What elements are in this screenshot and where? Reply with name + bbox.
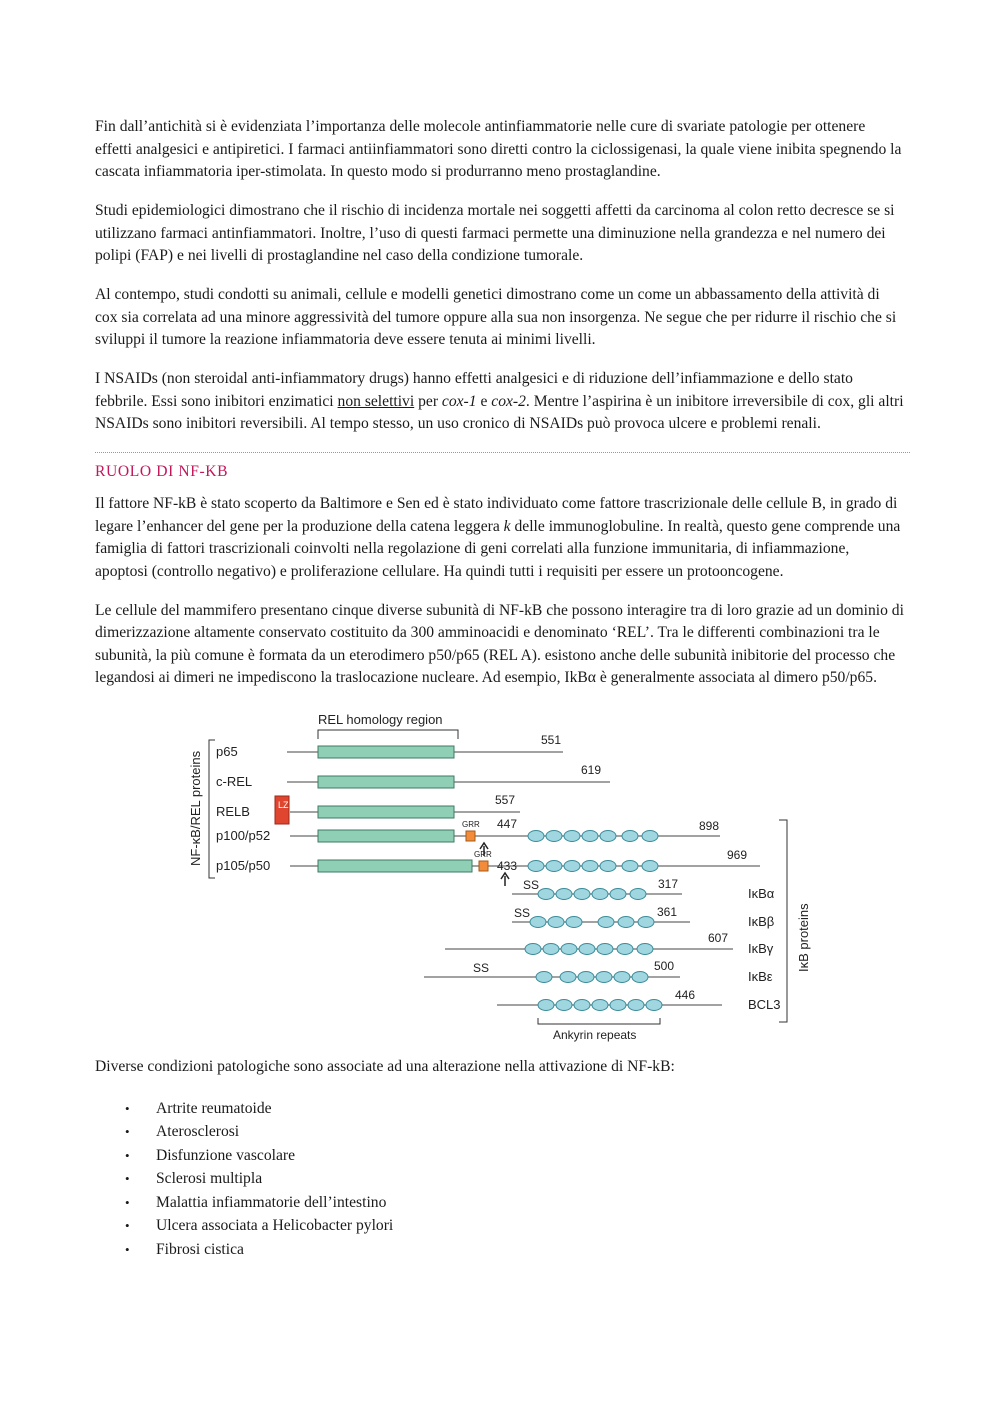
bullet-icon: • [125, 1124, 130, 1139]
bullet-icon: • [125, 1171, 130, 1186]
row-label-relb: RELB [216, 804, 250, 819]
row-label-p65: p65 [216, 744, 238, 759]
nsaids-text-c: e [476, 392, 492, 410]
rhd-domain-p105 [318, 860, 472, 872]
cleavage-p105: 433 [497, 859, 518, 873]
rhd-domain-c-rel [318, 776, 454, 788]
row-label-ikba: IκBα [748, 886, 775, 901]
row-label-p105: p105/p50 [216, 858, 271, 873]
nfkb-text-b: delle immunoglobuline. In realtà, questo gene comprende una famiglia di fattori trascrizionali coinvolti nella regolazione di geni correlati alla funzione immunitaria, di infiammazione, apoptosi (controllo negativo) e proliferazione cellulare. Ha quindi tutti i requisiti per essere un protooncogene. [95, 517, 901, 580]
list-item: • Artrite reumatoide [95, 1097, 905, 1121]
processing-arrow-p105 [501, 873, 509, 886]
ankyrin-bracket [538, 1018, 660, 1024]
list-item: • Ulcera associata a Helicobacter pylori [95, 1214, 905, 1238]
bullet-icon: • [125, 1241, 130, 1257]
ss-label-ikba: SS [523, 878, 540, 892]
cox2-text: cox-2 [491, 392, 526, 410]
kappa-chain-text: k [503, 517, 511, 535]
row-label-bcl3: BCL3 [748, 997, 781, 1012]
list-item: • Aterosclerosi [95, 1120, 905, 1144]
ankyrin-repeats-bcl3 [538, 1000, 662, 1011]
grr-domain-p100 [466, 831, 475, 841]
length-p100: 898 [699, 819, 720, 833]
ss-label-ikbb: SS [514, 906, 531, 920]
paragraph-intro: Fin dall’antichità si è evidenziata l’importanza delle molecole antinfiammatorie nelle cure di svariate patologie per ottenere effetti analgesici e antipiretici. I farmaci antiinfiammatori sono diretti contro la ciclossigenasi, la quale viene inibita spegnendo la cascata infiammatoria iper-stimolata. In questo modo si produrranno meno prostaglandine. [95, 118, 902, 180]
domain-diagram [0, 706, 1000, 1046]
list-item: • Disfunzione vascolare [95, 1144, 905, 1168]
bullet-icon: • [125, 1218, 130, 1233]
rel-group-label: NF-κB/REL proteins [188, 750, 203, 866]
length-c-rel: 619 [581, 763, 602, 777]
length-p65: 551 [541, 733, 562, 747]
paragraph-epidemiology: Studi epidemiologici dimostrano che il rischio di incidenza mortale nei soggetti affetti da carcinoma al colon retto decresce se si utilizzano farmaci antinfiammatori. Inoltre, l’uso di questi farmaci permette una diminuzione nella grandezza e nel numero dei polipi (FAP) e nei livelli di prostaglandine nel caso della condizione tumorale. [95, 202, 895, 264]
ikb-group-bracket [779, 820, 787, 1022]
rhd-domain-p65 [318, 746, 454, 758]
list-item: • Fibrosi cistica [95, 1238, 905, 1262]
bullet-icon: • [125, 1147, 130, 1163]
length-ikbg: 607 [708, 931, 729, 945]
row-label-ikbe: IκBε [748, 969, 773, 984]
rhd-domain-p100 [318, 830, 454, 842]
length-ikbe: 500 [654, 959, 675, 973]
rel-homology-label: REL homology region [318, 712, 443, 727]
row-label-p100: p100/p52 [216, 828, 271, 843]
list-item: • Malattia infiammatorie dell’intestino [95, 1191, 905, 1215]
paragraph-nsaids [95, 368, 905, 436]
ankyrin-repeats-p100 [528, 831, 658, 842]
grr-label-p100: GRR [462, 820, 480, 829]
ankyrin-repeats-p105 [528, 861, 658, 872]
list-item: • Sclerosi multipla [95, 1167, 905, 1191]
grr-label-p105: GRR [474, 850, 492, 859]
length-p105: 969 [727, 848, 748, 862]
cleavage-p100: 447 [497, 817, 518, 831]
conditions-list [95, 1097, 905, 1262]
lz-label: LZ [278, 800, 289, 810]
row-label-ikbg: IκBγ [748, 941, 774, 956]
ankyrin-label: Ankyrin repeats [553, 1028, 637, 1042]
row-label-c-rel: c-REL [216, 774, 253, 789]
cox1-text: cox-1 [441, 392, 477, 410]
paragraph-nfkb-discovery [95, 493, 905, 583]
ankyrin-repeats-ikba [538, 889, 646, 900]
length-relb: 557 [495, 793, 516, 807]
length-ikbb: 361 [657, 905, 678, 919]
length-ikba: 317 [658, 877, 679, 891]
rel-homology-bracket [318, 730, 458, 739]
paragraph-subunits: Le cellule del mammifero presentano cinque diverse subunità di NF-kB che possono interagire tra di loro grazie ad un dominio di dimerizzazione altamente conservato costituito da 300 amminoacidi e denominato ‘REL’. Tra le differenti combinazioni tra le subunità, la più comune è formata da un eterodimero p50/p65 (REL A). esistono anche delle subunità inibitorie del processo che legandosi ai dimeri ne impediscono la traslocazione nucleare. Ad esempio, IkBα è generalmente associata al dimero p50/p65. [95, 601, 904, 686]
paragraph-animal-studies: Al contempo, studi condotti su animali, cellule e modelli genetici dimostrano come un come un abbassamento della attività di cox sia correlata ad una minore aggressività del tumore oppure alla sua non insorgenza. Ne segue che per ridurre il rischio che si sviluppi il tumore la reazione infiammatoria deve essere tenuta ai minimi livelli. [95, 286, 897, 348]
ikb-group-label: IκB proteins [796, 903, 811, 972]
section-divider [95, 452, 910, 453]
length-bcl3: 446 [675, 988, 696, 1002]
nfkb-domain-figure [0, 706, 1000, 1046]
nsaids-text-b: per [414, 392, 442, 410]
nsaids-text-d: . Mentre l’aspirina è un inibitore irreversibile di cox, gli altri NSAIDs sono inibitori reversibili. Al tempo stesso, un uso cronico di NSAIDs può provoca ulcere e problemi renali. [95, 392, 904, 432]
non-selective-text: non selettivi [337, 392, 415, 410]
rel-group-bracket [209, 740, 215, 878]
bullet-icon: • [125, 1100, 130, 1116]
nsaids-text-a: I NSAIDs (non steroidal anti-infiammatory drugs) hanno effetti analgesici e di riduzione dell’infiammazione e dello stato febbrile. Essi sono inibitori enzimatici [95, 370, 853, 410]
bullet-icon: • [125, 1194, 130, 1210]
document-page [95, 116, 905, 1261]
section-heading: RUOLO DI NF-KB [95, 463, 229, 480]
nfkb-text-a: Il fattore NF-kB è stato scoperto da Baltimore e Sen ed è stato individuato come fattore trascrizionale delle cellule B, in grado di legare l’enhancer del gene per la produzione della catena leggera [95, 495, 898, 535]
rhd-domain-relb [318, 806, 454, 818]
ss-label-ikbe: SS [473, 961, 490, 975]
paragraph-conditions: Diverse condizioni patologiche sono associate ad una alterazione nella attivazione di NF-kB: [95, 1058, 675, 1075]
row-label-ikbb: IκBβ [748, 914, 775, 929]
grr-domain-p105 [479, 861, 488, 871]
